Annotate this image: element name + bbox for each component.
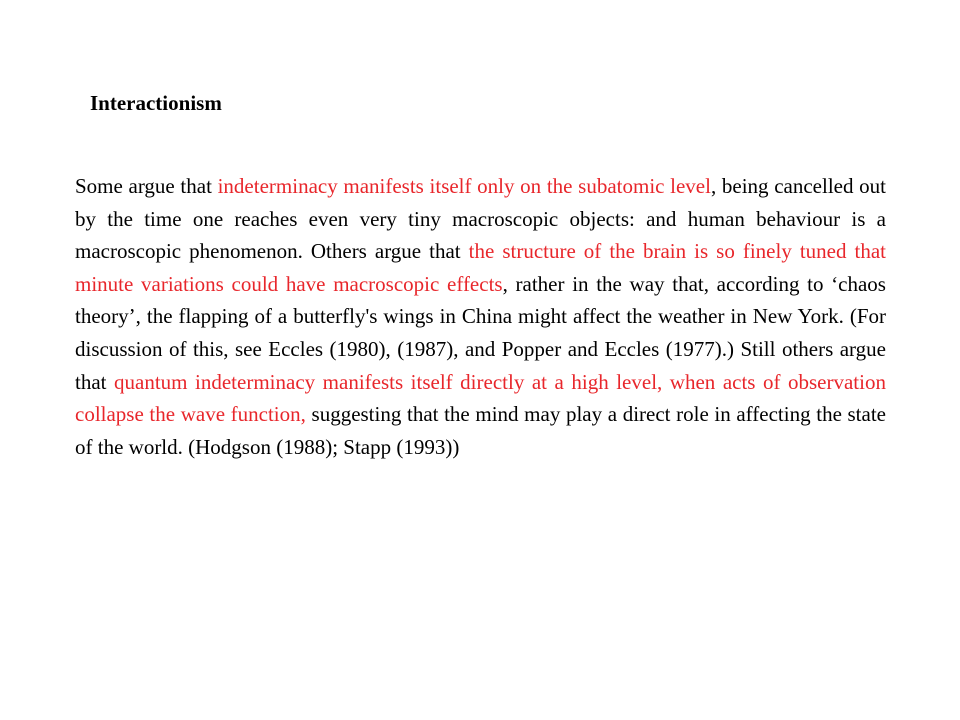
slide-title: Interactionism (90, 91, 222, 115)
text-segment: , rather in the way that, according to ‘chaos theory’, the flapping of a butterfly's wings in China might affect the weather in New York. (For discussion of this, see Eccles (1980), (1987), and Popper and Eccles (1977).) Still others argue that (75, 271, 886, 394)
text-segment: Some argue that (75, 174, 218, 198)
highlighted-segment: the structure of the brain is so finely tuned that minute variations could have macroscopic effects (75, 239, 887, 296)
highlighted-segment: quantum indeterminacy manifests itself directly at a high level, when acts of observation collapse the wave function, (75, 369, 886, 427)
text-segment: suggesting that the mind may play a direct role in affecting the state of the world. (Hodgson (1988); Stapp (1993)) (75, 402, 886, 459)
highlighted-segment: indeterminacy manifests itself only on the subatomic level (217, 174, 711, 198)
body-paragraph (75, 170, 886, 463)
text-segment: , being cancelled out by the time one reaches even very tiny macroscopic objects: and human behaviour is a macroscopic phenomenon. Others argue that (75, 174, 886, 264)
